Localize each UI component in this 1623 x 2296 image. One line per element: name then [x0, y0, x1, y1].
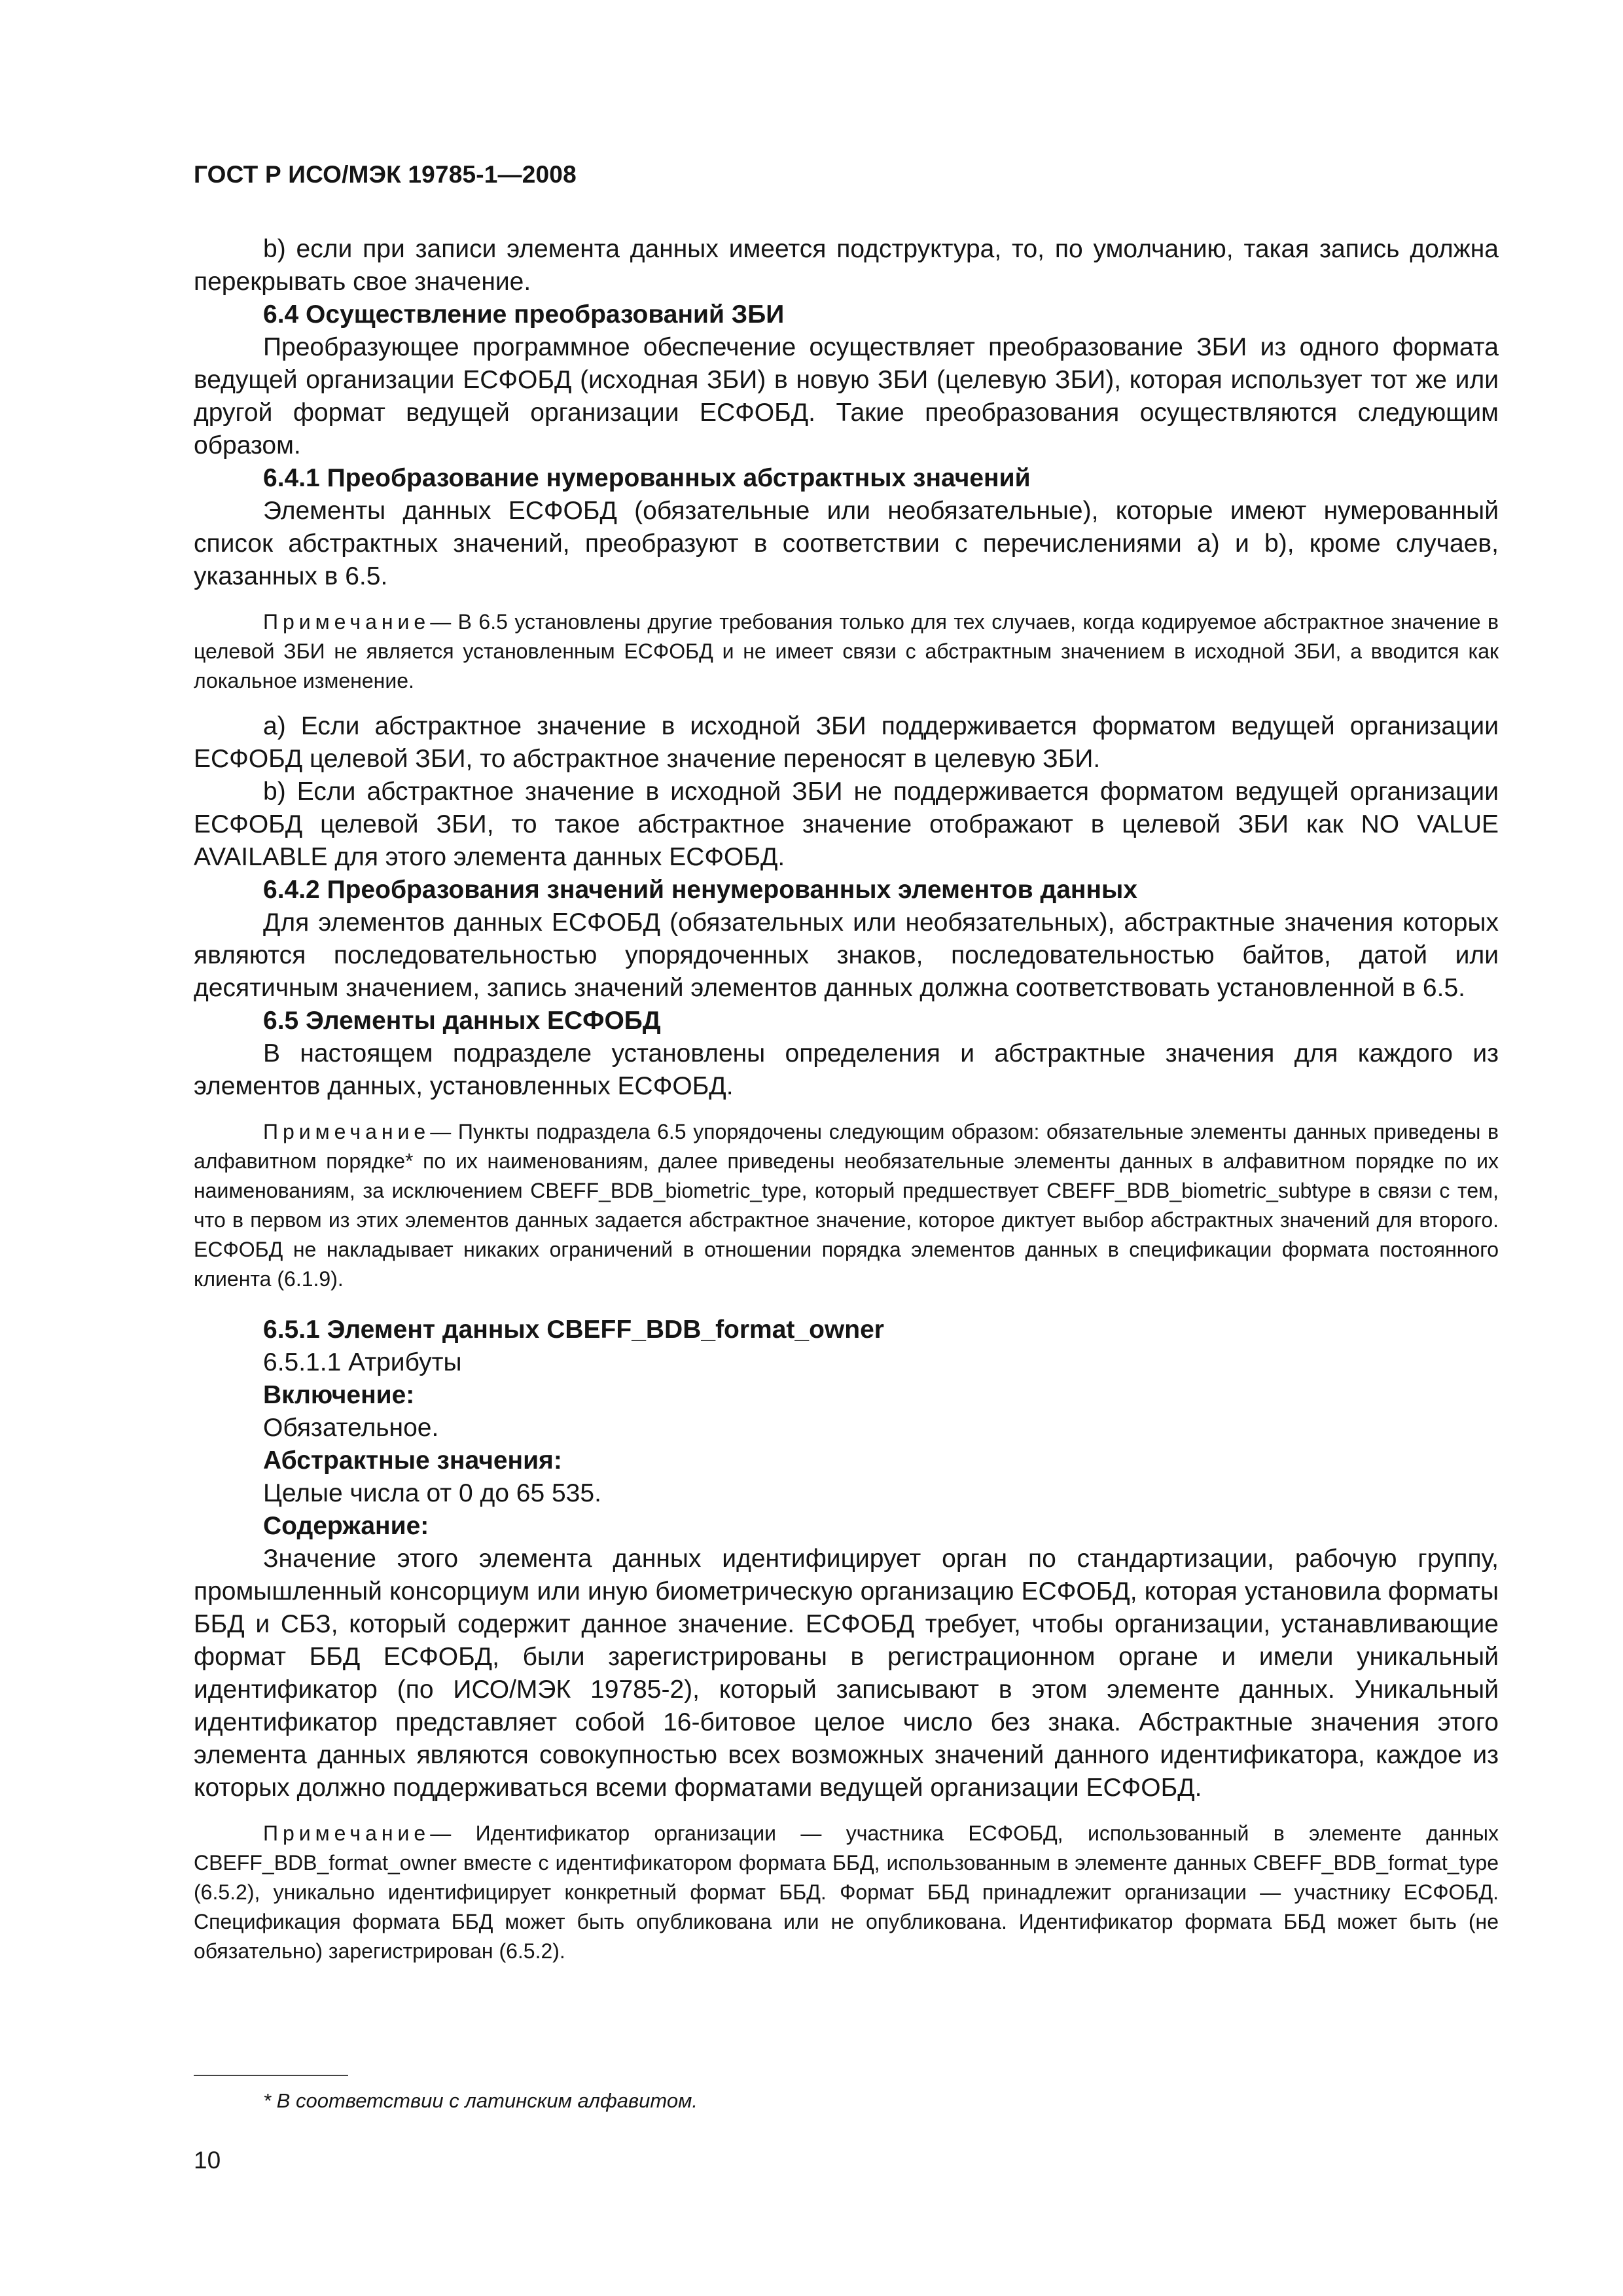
paragraph-item-b: b) Если абстрактное значение в исходной ЗБИ не поддерживается форматом ведущей организации ЕСФОБД целевой ЗБИ, то такое абстрактное значение отображают в целевой ЗБИ как NO VALUE AVAILABLE для этого элемента данных ЕСФОБД. — [194, 778, 1499, 871]
abstract-values-value: Целые числа от 0 до 65 535. — [263, 1479, 601, 1507]
note-text: — Пункты подраздела 6.5 упорядочены следующим образом: обязательные элементы данных приведены в алфавитном порядке* по их наименованиям, далее приведены необязательные элементы данных в алфавитном порядке по их наименованиям, за исключением CBEFF_BDB_biometric_type, который предшествует CBEFF_BDB_biometric_subtype в связи с тем, что в первом из этих элементов данных задается абстрактное значение, которое диктует выбор абстрактных значений для второго. ЕСФОБД не накладывает никаких ограничений в отношении порядка элементов данных в спецификации формата постоянного клиента (6.1.9). — [194, 1120, 1499, 1291]
paragraph-format-owner-content: Значение этого элемента данных идентифицирует орган по стандартизации, рабочую группу, промышленный консорциум или иную биометрическую организацию ЕСФОБД, которая установила форматы ББД и СБЗ, который содержит данное значение. ЕСФОБД требует, чтобы организации, устанавливающие формат ББД ЕСФОБД, были зарегистрированы в регистрационном органе и имели уникальный идентификатор (по ИСО/МЭК 19785-2), который записывают в этом элементе данных. Уникальный идентификатор представляет собой 16-битовое целое число без знака. Абстрактные значения этого элемента данных являются совокупностью всех возможных значений данного идентификатора, каждое из которых должно поддерживаться всеми форматами ведущей организации ЕСФОБД. — [194, 1545, 1499, 1802]
page-number: 10 — [194, 2147, 221, 2174]
note-text: — В 6.5 установлены другие требования только для тех случаев, когда кодируемое абстрактное значение в целевой ЗБИ не является установленным ЕСФОБД и не имеет связи с абстрактным значением в исходной ЗБИ, а вводится как локальное изменение. — [194, 610, 1499, 692]
paragraph-item-b-overwrite: b) если при записи элемента данных имеется подструктура, то, по умолчанию, такая запись должна перекрывать свое значение. — [194, 235, 1499, 296]
note-label: Примечание — [263, 610, 431, 634]
paragraph-item-a: а) Если абстрактное значение в исходной ЗБИ поддерживается форматом ведущей организации ЕСФОБД целевой ЗБИ, то абстрактное значение переносят в целевую ЗБИ. — [194, 712, 1499, 773]
footnote: * В соответствии с латинским алфавитом. — [263, 2089, 698, 2112]
note-1 — [194, 607, 1499, 696]
section-heading-6-5: 6.5 Элементы данных ЕСФОБД — [263, 1007, 661, 1035]
note-text: — Идентификатор организации — участника ЕСФОБД, использованный в элементе данных CBEFF_BDB_format_owner вместе с идентификатором формата ББД, использованным в элементе данных CBEFF_BDB_format_type (6.5.2), уникально идентифицирует конкретный формат ББД. Формат ББД принадлежит организации — участнику ЕСФОБД. Спецификация формата ББД может быть опубликована или не опубликована. Идентификатор формата ББД может быть (не обязательно) зарегистрирован (6.5.2). — [194, 1821, 1499, 1963]
note-2 — [194, 1117, 1499, 1294]
document-header: ГОСТ Р ИСО/МЭК 19785-1—2008 — [194, 161, 577, 188]
note-label: Примечание — [263, 1821, 431, 1845]
section-heading-6-4-2: 6.4.2 Преобразования значений ненумерованных элементов данных — [263, 876, 1137, 904]
footnote-divider — [194, 2075, 348, 2076]
note-label: Примечание — [263, 1120, 431, 1143]
abstract-values-label: Абстрактные значения: — [263, 1446, 562, 1475]
section-heading-6-4: 6.4 Осуществление преобразований ЗБИ — [263, 300, 785, 329]
note-3 — [194, 1819, 1499, 1966]
paragraph-conversion-intro: Преобразующее программное обеспечение осуществляет преобразование ЗБИ из одного формата ведущей организации ЕСФОБД (исходная ЗБИ) в новую ЗБИ (целевую ЗБИ), которая использует тот же или другой формат ведущей организации ЕСФОБД. Такие преобразования осуществляются следующим образом. — [194, 333, 1499, 459]
paragraph-enumerated-values: Элементы данных ЕСФОБД (обязательные или необязательные), которые имеют нумерованный список абстрактных значений, преобразуют в соответствии с перечислениями а) и b), кроме случаев, указанных в 6.5. — [194, 497, 1499, 590]
section-heading-6-5-1: 6.5.1 Элемент данных CBEFF_BDB_format_owner — [263, 1316, 884, 1344]
section-heading-6-4-1: 6.4.1 Преобразование нумерованных абстрактных значений — [263, 464, 1031, 492]
inclusion-label: Включение: — [263, 1381, 415, 1409]
paragraph-non-enumerated: Для элементов данных ЕСФОБД (обязательных или необязательных), абстрактные значения которых являются последовательностью упорядоченных знаков, последовательностью байтов, датой или десятичным значением, запись значений элементов данных должна соответствовать установленной в 6.5. — [194, 908, 1499, 1002]
inclusion-value: Обязательное. — [263, 1414, 439, 1442]
page-body — [194, 233, 1499, 1966]
content-label: Содержание: — [263, 1512, 429, 1540]
attributes-heading: 6.5.1.1 Атрибуты — [263, 1348, 462, 1376]
paragraph-data-elements-intro: В настоящем подразделе установлены определения и абстрактные значения для каждого из элементов данных, установленных ЕСФОБД. — [194, 1039, 1499, 1100]
